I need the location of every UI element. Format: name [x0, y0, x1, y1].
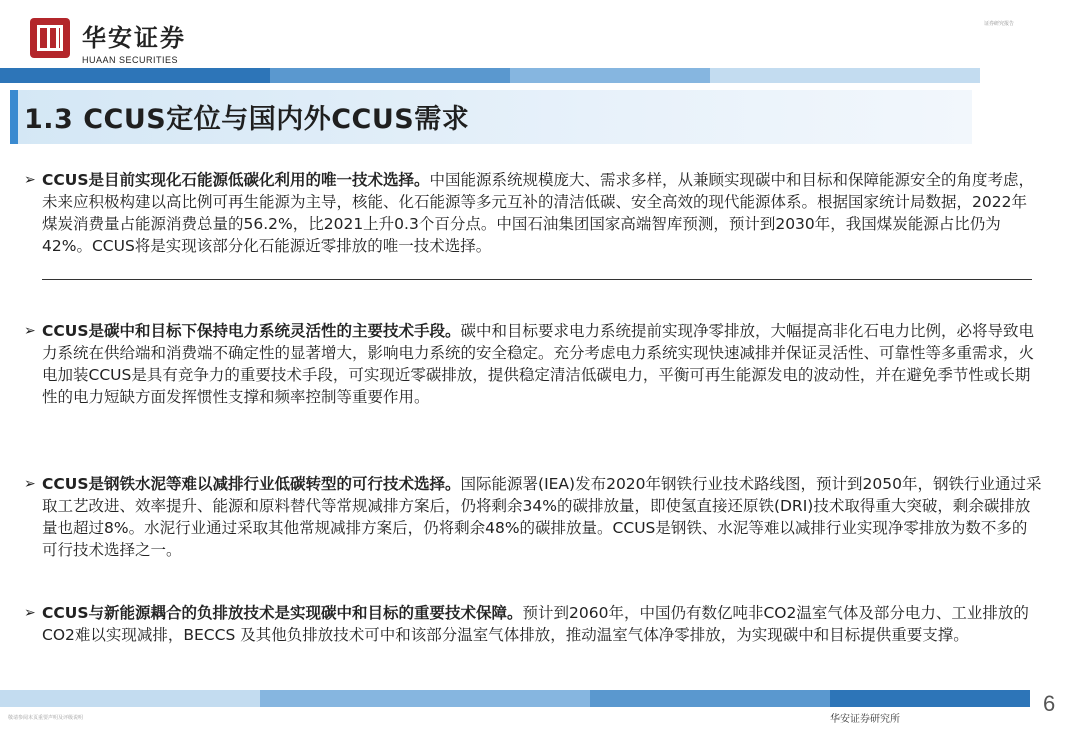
- paragraph-2-body: 碳中和目标要求电力系统提前实现净零排放，大幅提高非化石电力比例，必将导致电力系统在供给端和消费端不确定性的显著增大，影响电力系统的安全稳定。充分考虑电力系统实现快速减排并保证灵活性、可靠性等多重需求，火电加装CCUS是具有竞争力的重要技术手段，可实现近零碳排放，提供稳定清洁低碳电力，平衡可再生能源发电的波动性，并在避免季节性或长期性的电力短缺方面发挥惯性支撑和频率控制等重要作用。: [42, 322, 1035, 406]
- bullet-icon: ➢: [24, 476, 36, 492]
- bullet-icon: ➢: [24, 172, 36, 188]
- footer-bar-1: [0, 690, 260, 707]
- brand-name-en: HUAAN SECURITIES: [82, 55, 179, 65]
- paragraph-3-lead: CCUS是钢铁水泥等难以减排行业低碳转型的可行技术选择。: [42, 475, 461, 493]
- bullet-icon: ➢: [24, 605, 36, 621]
- paragraph-1-lead: CCUS是目前实现化石能源低碳化利用的唯一技术选择。: [42, 171, 430, 189]
- paragraph-2-lead: CCUS是碳中和目标下保持电力系统灵活性的主要技术手段。: [42, 322, 461, 340]
- paragraph-1-underline: [42, 279, 1032, 280]
- paragraph-3-body: 国际能源署(IEA)发布2020年钢铁行业技术路线图，预计到2050年，钢铁行业通过采取工艺改进、效率提升、能源和原料替代等常规减排方案后，仍将剩余34%的碳排放量，即使氢直接还原铁(DRI)技术取得重大突破，剩余碳排放量也超过8%。水泥行业通过采取其他常规减排方案后，仍将剩余48%的碳排放量。CCUS是钢铁、水泥等难以减排行业实现净零排放为数不多的可行技术选择之一。: [42, 475, 1042, 559]
- footer-bar-3: [590, 690, 830, 707]
- brand: [82, 18, 186, 65]
- report-type-note: 证券研究报告: [983, 21, 1014, 27]
- paragraph-4-lead: CCUS与新能源耦合的负排放技术是实现碳中和目标的重要技术保障。: [42, 604, 523, 622]
- brand-name-cn: 华安证券: [82, 23, 186, 52]
- footer-disclaimer: 敬请参阅末页重要声明及评级说明: [8, 715, 84, 721]
- page-title: 1.3 CCUS定位与国内外CCUS需求: [24, 104, 470, 135]
- page-number: 6: [1043, 691, 1056, 716]
- title-accent: [10, 90, 18, 144]
- paragraph-2: [24, 320, 1042, 408]
- paragraph-4-body: 预计到2060年，中国仍有数亿吨非CO2温室气体及部分电力、工业排放的CO2难以实现减排，BECCS 及其他负排放技术可中和该部分温室气体排放，推动温室气体净零排放，为实现碳中和目标提供重要支撑。: [42, 604, 1029, 644]
- footer-bar-4: [830, 690, 1030, 707]
- paragraph-4: [24, 602, 1042, 646]
- bullet-icon: ➢: [24, 323, 36, 339]
- footer-institute: 华安证券研究所: [830, 714, 900, 725]
- footer-bar-2: [260, 690, 590, 707]
- paragraph-1-body: 中国能源系统规模庞大、需求多样，从兼顾实现碳中和目标和保障能源安全的角度考虑，未来应积极构建以高比例可再生能源为主导，核能、化石能源等多元互补的清洁低碳、安全高效的现代能源体系。根据国家统计局数据，2022年煤炭消费量占能源消费总量的56.2%，比2021上升0.3个百分点。中国石油集团国家高端智库预测，预计到2030年，我国煤炭能源占比仍为42%。CCUS将是实现该部分化石能源近零排放的唯一技术选择。: [42, 171, 1035, 255]
- paragraph-3: [24, 473, 1042, 561]
- paragraph-1: [24, 169, 1042, 257]
- logo: [30, 18, 70, 58]
- header-divider-bars: [0, 68, 1080, 83]
